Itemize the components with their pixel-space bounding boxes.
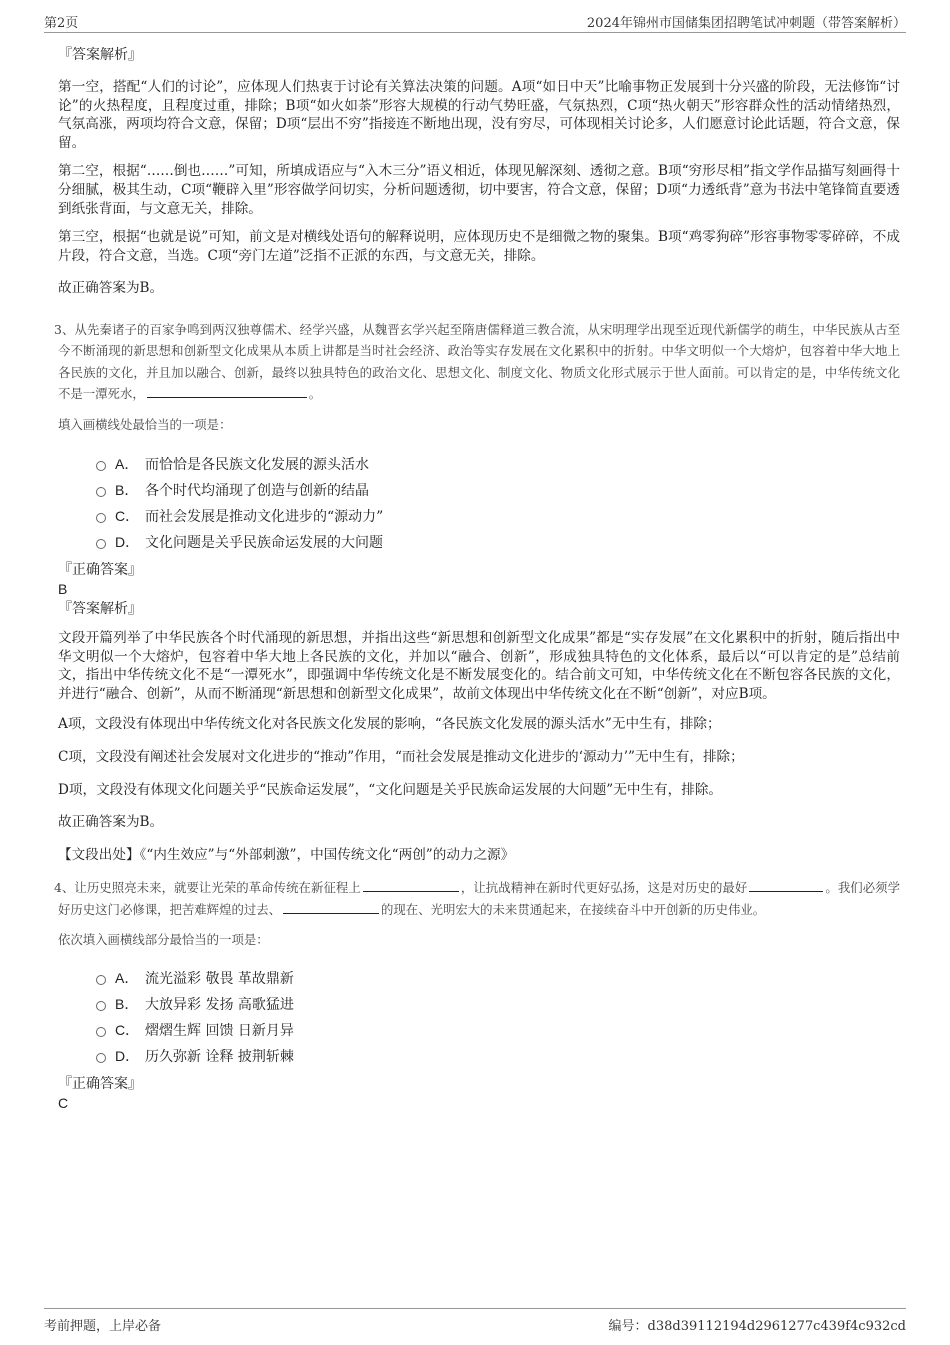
radio-button[interactable] bbox=[96, 487, 106, 497]
analysis-conclusion: 故正确答案为B。 bbox=[58, 814, 164, 831]
answer-blank bbox=[283, 901, 379, 914]
analysis-paragraph: 第三空，根据“也就是说”可知，前文是对横线处语句的解释说明，应体现历史不是细微之物的聚集。B项“鸡零狗碎”形容事物零零碎碎，不成片段，符合文意，当选。C项“旁门左道”泛指不正派的东西，与文意无关，排除。 bbox=[58, 229, 900, 264]
analysis-paragraph: D项，文段没有体现文化问题关乎“民族命运发展”，“文化问题是关乎民族命运发展的大问题”无中生有，排除。 bbox=[58, 781, 723, 798]
question-number: 4、 bbox=[54, 880, 75, 896]
analysis-paragraph: 文段开篇列举了中华民族各个时代涌现的新思想，并指出这些“新思想和创新型文化成果”都是“实存发展”在文化累积中的折射，随后指出中华文明似一个大熔炉，包容着中华大地上各民族的文化，并加以“融合、创新”，形成独具特色的文化体系，最后以“可以肯定的是”总结前文，指出中华传统文化不是“一潭死水”，即强调中华传统文化是不断发展变化的。结合前文可知，中华传统文化在不断包容各民族的文化，并进行“融合、创新”，从而不断涌现“新思想和创新型文化成果”，故前文体现出中华传统文化在不断“创新”，对应B项。 bbox=[58, 629, 900, 702]
answer-blank bbox=[363, 879, 459, 892]
radio-button[interactable] bbox=[96, 1027, 106, 1037]
answer-analysis-tag: 『答案解析』 bbox=[58, 47, 142, 63]
answer-blank bbox=[147, 385, 307, 398]
correct-answer-tag: 『正确答案』 bbox=[58, 1076, 142, 1093]
analysis-paragraph: 第二空，根据“……倒也……”可知，所填成语应与“入木三分”语义相近，体现见解深刻、透彻之意。B项“穷形尽相”指文学作品描写刻画得十分细腻，极其生动，C项“鞭辟入里”形容做学问切实，分析问题透彻，切中要害，符合文意，保留；D项“力透纸背”意为书法中笔锋简直要透到纸张背面，与文意无关，排除。 bbox=[58, 163, 900, 217]
option-d[interactable]: D． 历久弥新 诠释 披荆斩棘 bbox=[96, 1043, 900, 1069]
footer-slogan: 考前押题，上岸必备 bbox=[44, 1319, 162, 1334]
page-content bbox=[54, 40, 901, 1112]
question-number: 3、 bbox=[54, 321, 75, 337]
option-a[interactable]: A． 流光溢彩 敬畏 革故鼎新 bbox=[96, 965, 900, 991]
radio-button[interactable] bbox=[96, 539, 106, 549]
option-b[interactable]: B． 各个时代均涌现了创造与创新的结晶 bbox=[96, 477, 900, 503]
answer-analysis-tag: 『答案解析』 bbox=[58, 600, 142, 617]
page-number: 第2页 bbox=[44, 16, 79, 31]
question-4-options bbox=[58, 965, 900, 1069]
analysis-paragraph: A项，文段没有体现出中华传统文化对各民族文化发展的影响，“各民族文化发展的源头活水”无中生有，排除； bbox=[58, 716, 721, 733]
analysis-paragraph: 第一空，搭配“人们的讨论”，应体现人们热衷于讨论有关算法决策的问题。A项“如日中天”比喻事物正发展到十分兴盛的阶段，无法修饰“讨论”的火热程度，且程度过重，排除；B项“如火如荼”形容大规模的行动气势旺盛，气氛热烈，C项“热火朝天”形容群众性的活动情绪热烈，气氛高涨，两项均符合文意，保留；D项“层出不穷”指接连不断地出现，没有穷尽，可体现相关讨论多，人们愿意讨论此话题，符合文意，保留。 bbox=[58, 79, 900, 151]
question-prompt: 填入画横线处最恰当的一项是： bbox=[58, 416, 232, 432]
option-a[interactable]: A． 而恰恰是各民族文化发展的源头活水 bbox=[96, 451, 900, 477]
analysis-paragraph: C项，文段没有阐述社会发展对文化进步的“推动”作用，“而社会发展是推动文化进步的‘源动力’”无中生有，排除； bbox=[58, 748, 744, 765]
option-b[interactable]: B． 大放异彩 发扬 高歌猛进 bbox=[96, 991, 900, 1017]
document-id: 编号：d38d39112194d2961277c439f4c932cd bbox=[608, 1319, 906, 1334]
question-4-text: 4、让历史照亮未来，就要让光荣的革命传统在新征程上 ，让抗战精神在新时代更好弘扬，这是对历史的最好 。我们必须学好历史这门必修课，把苦难辉煌的过去、 的现在、光明宏大的未来贯通起来，在接续奋斗中开创新的历史伟业。 bbox=[54, 880, 901, 917]
document-title: 2024年锦州市国储集团招聘笔试冲刺题（带答案解析） bbox=[586, 16, 906, 31]
correct-answer: C bbox=[58, 1095, 69, 1112]
analysis-conclusion: 故正确答案为B。 bbox=[58, 280, 164, 297]
radio-button[interactable] bbox=[96, 1001, 106, 1011]
answer-blank bbox=[749, 879, 823, 892]
option-c[interactable]: C． 而社会发展是推动文化进步的“源动力” bbox=[96, 503, 900, 529]
question-3-text: 3、从先秦诸子的百家争鸣到两汉独尊儒术、经学兴盛，从魏晋玄学兴起至隋唐儒释道三教合流，从宋明理学出现至近现代新儒学的萌生，中华民族从古至今不断涌现的新思想和创新型文化成果从本质上讲都是当时社会经济、政治等实存发展在文化累积中的折射。中华文明似一个大熔炉，包容着中华大地上各民族的文化，并且加以融合、创新，最终以独具特色的政治文化、思想文化、制度文化、物质文化形式展示于世人面前。可以肯定的是，中华传统文化不是一潭死水， 。 bbox=[54, 321, 900, 402]
option-d[interactable]: D． 文化问题是关乎民族命运发展的大问题 bbox=[96, 529, 900, 555]
source-citation: 【文段出处】《“内生效应”与“外部刺激”，中国传统文化“两创”的动力之源》 bbox=[58, 846, 515, 863]
correct-answer-tag: 『正确答案』 bbox=[58, 561, 142, 578]
page-footer bbox=[44, 1308, 906, 1333]
radio-button[interactable] bbox=[96, 1053, 106, 1063]
radio-button[interactable] bbox=[96, 461, 106, 471]
correct-answer: B bbox=[58, 580, 68, 597]
question-3-options bbox=[58, 451, 900, 555]
radio-button[interactable] bbox=[96, 975, 106, 985]
option-c[interactable]: C． 熠熠生辉 回馈 日新月异 bbox=[96, 1017, 900, 1043]
radio-button[interactable] bbox=[96, 513, 106, 523]
page-header bbox=[44, 12, 906, 33]
question-prompt: 依次填入画横线部分最恰当的一项是： bbox=[58, 932, 269, 948]
